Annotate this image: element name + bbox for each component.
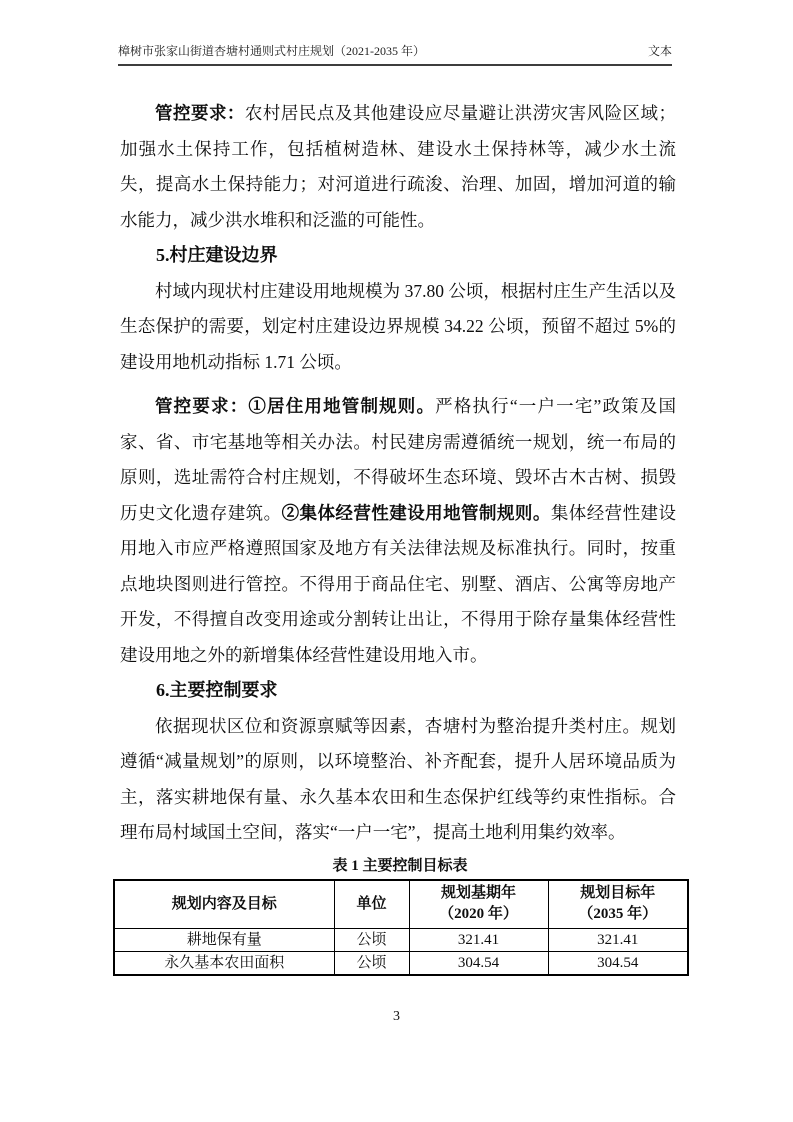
rule2-bold-lead: ②集体经营性建设用地管制规则。	[281, 502, 551, 523]
paragraph-main-control-requirements: 依据现状区位和资源禀赋等因素，杏塘村为整治提升类村庄。规划遵循“减量规划”的原则，以环境整治、补齐配套，提升人居环境品质为主，落实耕地保有量、永久基本农田和生态保护红线等约束性指标。合理布局村域国土空间，落实“一户一宅”，提高土地利用集约效率。	[120, 715, 676, 842]
cell-target-year-value: 321.41	[548, 929, 688, 952]
header-title: 樟树市张家山街道杏塘村通则式村庄规划（2021-2035 年）	[118, 44, 425, 58]
table-row	[114, 929, 688, 952]
table-row	[114, 952, 688, 976]
paragraph-land-management-rules	[120, 389, 676, 673]
column-header-line: 规划基期年	[440, 885, 516, 902]
paragraph-lead-bold: 管控要求：	[155, 103, 245, 123]
page-body	[120, 96, 676, 976]
cell-unit: 公顷	[334, 929, 409, 952]
column-header-content	[114, 880, 334, 929]
column-header-line: （2035 年）	[578, 906, 658, 923]
column-header-line: 单位	[356, 895, 387, 912]
column-header-line: （2020 年）	[439, 906, 518, 923]
table-header-row	[114, 880, 688, 929]
cell-target-year-value: 304.54	[548, 952, 688, 976]
column-header-unit	[334, 880, 409, 929]
control-targets-table	[113, 879, 689, 977]
control-targets-table-block	[113, 853, 687, 977]
rule2-text: 集体经营性建设用地入市应严格遵照国家及地方有关法律法规及标准执行。同时，按重点地块图则进行管控。不得用于商品住宅、别墅、酒店、公寓等房地产开发，不得擅自改变用途或分割转让出让，不得用于除存量集体经营性建设用地之外的新增集体经营性建设用地入市。	[120, 502, 677, 665]
header-doc-type: 文本	[647, 44, 672, 58]
rule1-bold-lead: 管控要求：①居住用地管制规则。	[155, 396, 436, 416]
paragraph-text: 农村居民点及其他建设应尽量避让洪涝灾害风险区域；加强水土保持工作，包括植树造林、建设水土保持林等，减少水土流失，提高水土保持能力；对河道进行疏浚、治理、加固，增加河道的输水能力，减少洪水堆积和泛滥的可能性。	[120, 103, 677, 230]
cell-indicator-name: 永久基本农田面积	[114, 952, 334, 976]
table-caption: 表 1 主要控制目标表	[332, 857, 468, 874]
column-header-base-year	[409, 880, 548, 929]
cell-indicator-name: 耕地保有量	[114, 929, 334, 952]
running-header	[118, 44, 672, 66]
cell-base-year-value: 304.54	[409, 952, 548, 976]
paragraph-construction-boundary: 村域内现状村庄建设用地规模为 37.80 公顷，根据村庄生产生活以及生态保护的需要，划定村庄建设边界规模 34.22 公顷，预留不超过 5%的建设用地机动指标 1.71 公顷。	[120, 280, 676, 372]
section-heading-6: 6.主要控制要求	[156, 680, 278, 700]
column-header-line: 规划目标年	[580, 885, 656, 902]
rule1-text: 严格执行“一户一宅”政策及国家、省、市宅基地等相关办法。村民建房需遵循统一规划，统一布局的原则，选址需符合村庄规划，不得破坏生态环境、毁坏古木古树、损毁历史文化遗存建筑。	[120, 396, 676, 523]
section-heading-5: 5.村庄建设边界	[156, 245, 278, 265]
cell-unit: 公顷	[334, 952, 409, 976]
column-header-line: 规划内容及目标	[171, 895, 277, 912]
column-header-target-year	[548, 880, 688, 929]
paragraph-control-requirements-flood	[120, 96, 676, 238]
page-number: 3	[393, 1009, 400, 1024]
cell-base-year-value: 321.41	[409, 929, 548, 952]
